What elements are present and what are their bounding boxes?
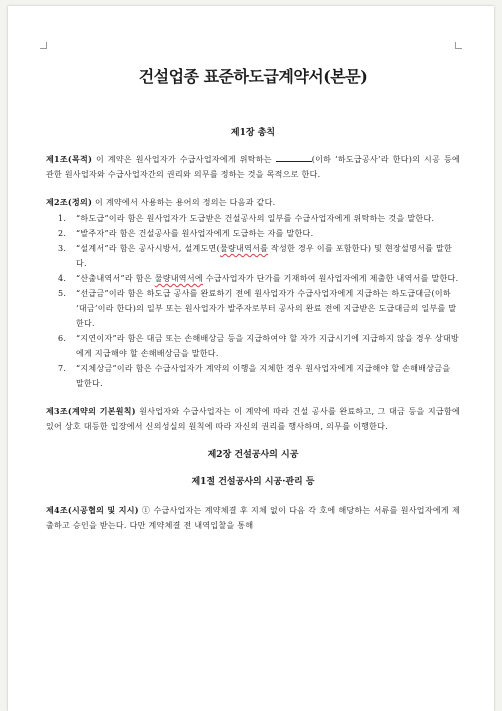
margin-corner-mark (455, 42, 462, 49)
article-text: 이 계약에서 사용하는 용어의 정의는 다음과 같다. (92, 198, 276, 207)
list-item: 2. “발주자”라 함은 건설공사를 원사업자에게 도급하는 자를 말한다. (58, 229, 314, 238)
chapter-heading: 제1장 총칙 (230, 128, 276, 138)
article-1 (46, 152, 460, 182)
article-heading: 제1조(목적) (46, 154, 93, 164)
article-text: (이하 ‘하도급공사’라 한다)의 시공 등에 관한 원사업자와 수급사업자간의 권리와 의무를 정하는 것을 목적으로 한다. (46, 155, 460, 179)
definition-list (46, 211, 460, 391)
article-heading: 제3조(계약의 기본원칙) (46, 406, 136, 416)
article-heading: 제4조(시공협의 및 지시) (46, 505, 139, 515)
document-title: 건설업종 표준하도급계약서(본문) (138, 67, 368, 86)
list-item: 6. “지연이자”라 함은 대금 또는 손해배상금 등을 지급하여야 할 자가 지급시기에 지급하지 않을 경우 상대방에게 지급해야 할 손해배상금을 말한다. (58, 334, 459, 358)
margin-corner-mark (40, 42, 47, 49)
list-item: 5. “선급금”이라 함은 하도급 공사를 완료하기 전에 원사업자가 수급사업자에게 지급하는 하도급대금(이하 ‘대금’이라 한다)의 일부 또는 원사업자가 발주자로부터 공사의 완료 전에 지급받은 도급대금의 일부를 말한다. (58, 289, 457, 328)
article-4 (46, 503, 460, 533)
list-item: 7. “지체상금”이라 함은 수급사업자가 계약의 이행을 지체한 경우 원사업자에게 지급해야 할 손해배상금을 말한다. (58, 364, 451, 388)
article-2 (46, 195, 460, 210)
document-page (8, 6, 494, 711)
chapter-heading: 제2장 건설공사의 시공 (207, 450, 299, 460)
document-body (46, 64, 460, 546)
article-heading: 제2조(정의) (46, 197, 93, 207)
list-item: 1. “하도급”이라 함은 원사업자가 도급받은 건설공사의 일부를 수급사업자에게 위탁하는 것을 말한다. (58, 214, 435, 223)
list-item: 4. “산출내역서”라 함은 물량내역서에 수급사업자가 단가를 기재하여 원사업자에게 제출한 내역서를 말한다. (58, 274, 459, 283)
article-text: 원사업자와 수급사업자는 이 계약에 따라 건설 공사를 완료하고, 그 대금 등을 지급함에 있어 상호 대등한 입장에서 신의성실의 원칙에 따라 자신의 권리를 행사하며, 의무를 이행한다. (46, 407, 460, 431)
spellcheck-underlined-word: 물량내역서를 (220, 244, 269, 253)
spellcheck-underlined-word: 물량내역서에 (154, 274, 203, 283)
list-item: 3. “설계서”라 함은 공사시방서, 설계도면(물량내역서를 작성한 경우 이를 포함한다) 및 현장설명서를 말한다. (58, 244, 453, 268)
article-3 (46, 404, 460, 434)
article-text: 이 계약은 원사업자가 수급사업자에게 위탁하는 (92, 155, 276, 164)
blank-field (276, 153, 312, 162)
article-text: ① 수급사업자는 계약체결 후 지체 없이 다음 각 호에 해당하는 서류를 원사업자에게 제출하고 승인을 받는다. 다만 계약체결 전 내역입찰을 통해 (46, 506, 460, 530)
section-heading: 제1절 건설공사의 시공·관리 등 (191, 477, 315, 487)
